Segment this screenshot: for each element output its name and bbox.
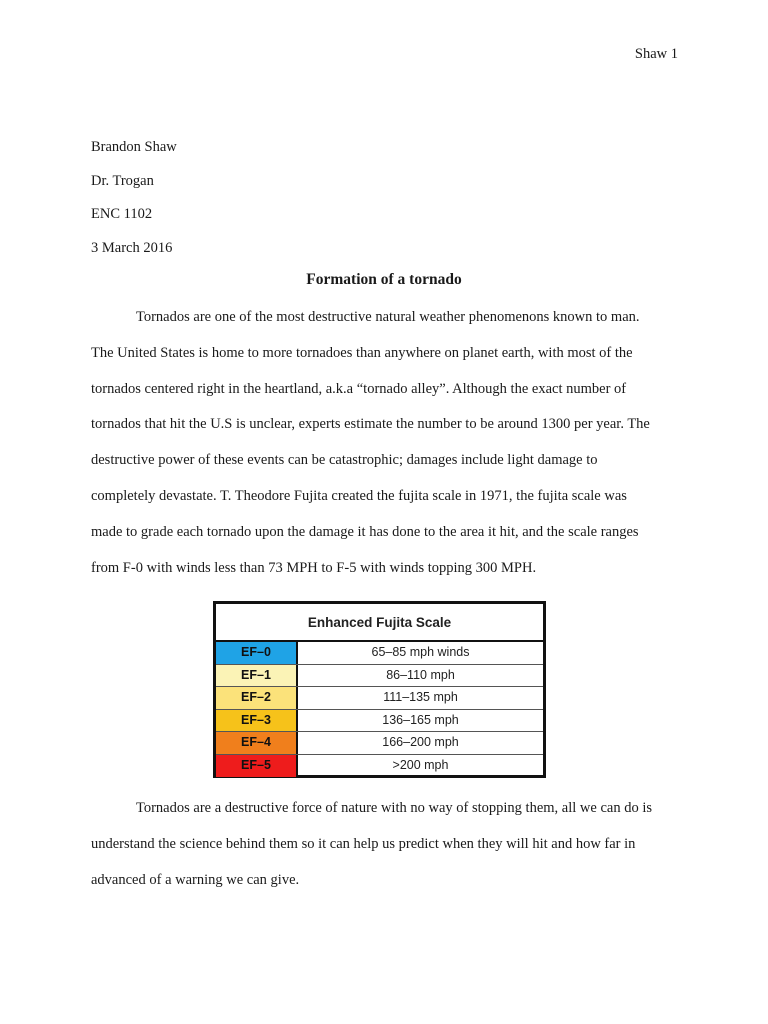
wind-speed-cell: >200 mph — [392, 757, 449, 772]
wind-speed-cell: 136–165 mph — [382, 712, 459, 727]
table-row — [216, 710, 543, 733]
author-name: Brandon Shaw — [91, 139, 177, 155]
instructor-name: Dr. Trogan — [91, 172, 154, 189]
category-cell: EF–5 — [216, 755, 298, 778]
category-cell: EF–0 — [216, 642, 298, 664]
paragraph-line: The United States is home to more tornadoes than anywhere on planet earth, with most of the — [91, 344, 633, 361]
paragraph-line: completely devastate. T. Theodore Fujita created the fujita scale in 1971, the fujita scale was — [91, 487, 627, 504]
table-title: Enhanced Fujita Scale — [216, 604, 543, 642]
paragraph-2 — [91, 791, 683, 898]
paragraph-line: Tornados are a destructive force of nature with no way of stopping them, all we can do is — [136, 800, 652, 816]
paragraph-1 — [91, 300, 683, 586]
paragraph-line: made to grade each tornado upon the damage it has done to the area it hit, and the scale ranges — [91, 523, 639, 540]
wind-speed-cell: 166–200 mph — [382, 735, 459, 749]
wind-speed-cell: 65–85 mph winds — [371, 645, 470, 659]
category-cell: EF–2 — [216, 687, 298, 709]
paragraph-line: tornados that hit the U.S is unclear, experts estimate the number to be around 1300 per year. The — [91, 416, 650, 433]
paragraph-line: Tornados are one of the most destructive natural weather phenomenons known to man. — [136, 309, 640, 325]
category-cell: EF–1 — [216, 665, 298, 687]
wind-speed-cell: 86–110 mph — [386, 667, 455, 682]
course-name: ENC 1102 — [91, 206, 153, 222]
essay-title: Formation of a tornado — [306, 271, 462, 288]
category-cell: EF–3 — [216, 710, 298, 732]
mla-heading — [91, 137, 177, 271]
category-cell: EF–4 — [216, 732, 298, 754]
table-row — [216, 687, 543, 710]
paragraph-line: advanced of a warning we can give. — [91, 871, 300, 888]
fujita-scale-table — [213, 601, 546, 778]
table-row — [216, 642, 543, 665]
table-row — [216, 665, 543, 688]
paragraph-line: destructive power of these events can be catastrophic; damages include light damage to — [91, 452, 598, 469]
paragraph-line: understand the science behind them so it can help us predict when they will hit and how far in — [91, 835, 636, 852]
table-row — [216, 755, 543, 778]
page-header: Shaw 1 — [634, 46, 678, 62]
date-line: 3 March 2016 — [91, 239, 173, 256]
table-row — [216, 732, 543, 755]
wind-speed-cell: 111–135 mph — [383, 690, 458, 704]
paragraph-line: from F-0 with winds less than 73 MPH to F-5 with winds topping 300 MPH. — [91, 559, 537, 576]
paragraph-line: tornados centered right in the heartland, a.k.a “tornado alley”. Although the exact number of — [91, 380, 627, 397]
